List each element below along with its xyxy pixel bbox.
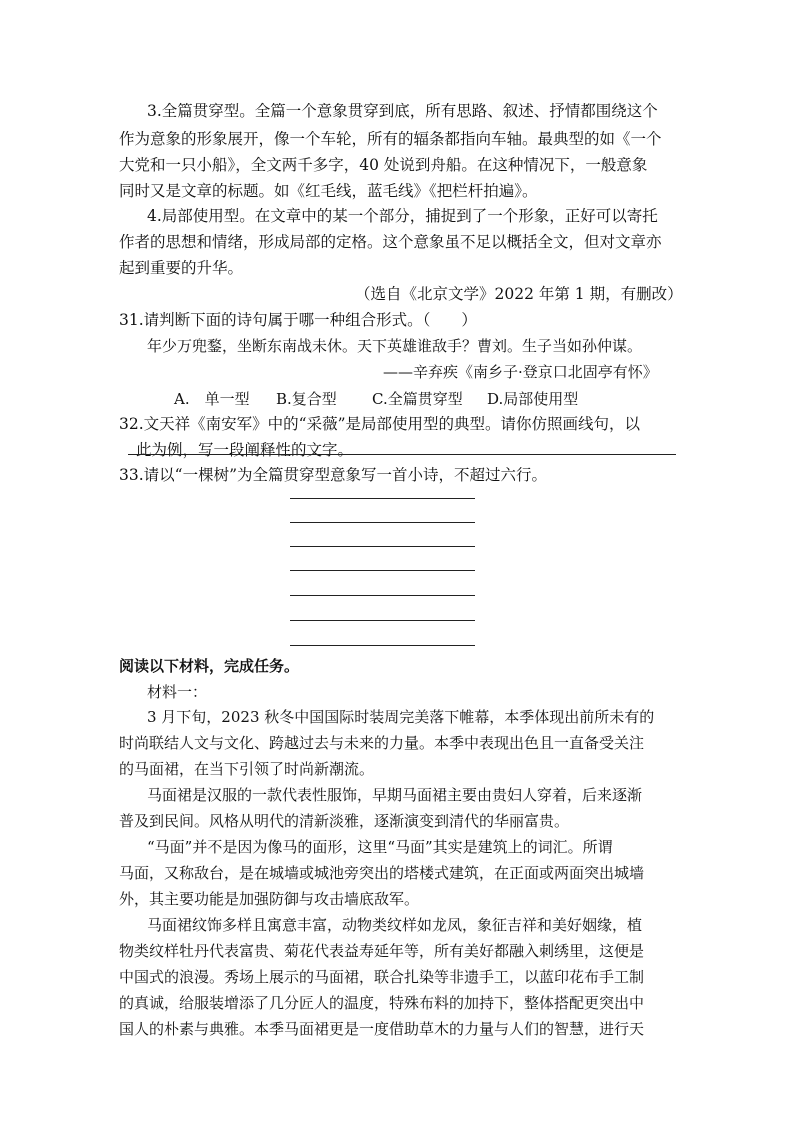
question-32-line: 此为例，写一段阐释性的文字。	[136, 441, 354, 459]
option-b: B.复合型	[276, 390, 337, 408]
material-line: 物类纹样牡丹代表富贵、菊花代表益寿延年等，所有美好都融入刺绣里，这便是	[119, 942, 645, 960]
question-31-stem: 31.请判断下面的诗句属于哪一种组合形式。（ ）	[119, 311, 477, 329]
question-31-attribution: ——辛弃疾《南乡子·登京口北固亭有怀》	[383, 363, 658, 381]
poem-answer-line[interactable]	[290, 570, 475, 571]
material-line: “马面”并不是因为像马的面形，这里“马面”其实是建筑上的词汇。所谓	[147, 838, 613, 856]
material-line: 的真诚，给服装增添了几分匠人的温度，特殊布料的加持下，整体搭配更突出中	[119, 994, 645, 1012]
answer-line-32[interactable]	[128, 454, 676, 455]
para-line: 同时又是文章的标题。如《红毛线，蓝毛线》《把栏杆拍遍》。	[119, 182, 538, 200]
poem-answer-line[interactable]	[290, 645, 475, 646]
poem-answer-line[interactable]	[290, 498, 475, 499]
question-33-stem: 33.请以“一棵树”为全篇贯穿型意象写一首小诗，不超过六行。	[119, 466, 548, 484]
source-citation: （选自《北京文学》2022 年第 1 期，有删改）	[355, 285, 683, 303]
para-line: 作者的思想和情绪，形成局部的定格。这个意象虽不足以概括全文，但对文章亦	[119, 233, 662, 251]
material-label: 材料一：	[147, 683, 208, 701]
option-c: C.全篇贯穿型	[372, 390, 463, 408]
material-line: 时尚联结人文与文化、跨越过去与未来的力量。本季中表现出色且一直备受关注	[119, 734, 645, 752]
material-line: 外，其主要功能是加强防御与攻击墙底敌军。	[119, 890, 420, 908]
para-line: 起到重要的升华。	[119, 259, 244, 277]
material-line: 普及到民间。风格从明代的清新淡雅，逐渐演变到清代的华丽富贵。	[119, 812, 570, 830]
material-line: 3 月下旬，2023 秋冬中国国际时装周完美落下帷幕，本季体现出前所未有的	[147, 708, 655, 726]
material-line: 马面裙纹饰多样且寓意丰富，动物类纹样如龙凤，象征吉祥和美好姻缘，植	[147, 916, 643, 934]
material-line: 国人的朴素与典雅。本季马面裙更是一度借助草木的力量与人们的智慧，进行天	[119, 1020, 645, 1038]
para-line: 3.全篇贯穿型。全篇一个意象贯穿到底，所有思路、叙述、抒情都围绕这个	[147, 102, 658, 120]
para-line: 大党和一只小船》，全文两千多字，40 处说到舟船。在这种情况下，一般意象	[119, 156, 648, 174]
para-line: 4.局部使用型。在文章中的某一个部分，捕捉到了一个形象，正好可以寄托	[147, 207, 658, 225]
option-a: A. 单一型	[174, 390, 250, 408]
question-31-poem: 年少万兜鍪，坐断东南战未休。天下英雄谁敌手？曹刘。生子当如孙仲谋。	[147, 337, 643, 355]
poem-answer-line[interactable]	[290, 522, 475, 523]
poem-answer-line[interactable]	[290, 595, 475, 596]
material-line: 的马面裙，在当下引领了时尚新潮流。	[119, 760, 375, 778]
poem-answer-line[interactable]	[290, 620, 475, 621]
material-line: 马面，又称敌台，是在城墙或城池旁突出的塔楼式建筑，在正面或两面突出城墙	[119, 864, 645, 882]
material-line: 马面裙是汉服的一款代表性服饰，早期马面裙主要由贵妇人穿着，后来逐渐	[147, 786, 643, 804]
option-d: D.局部使用型	[487, 390, 579, 408]
para-line: 作为意象的形象展开，像一个车轮，所有的辐条都指向车轴。最典型的如《一个	[119, 130, 662, 148]
poem-answer-line[interactable]	[290, 546, 475, 547]
question-32-line: 32.文天祥《南安军》中的“采薇”是局部使用型的典型。请你仿照画线句，以	[119, 415, 641, 433]
reading-heading: 阅读以下材料，完成任务。	[119, 657, 300, 675]
material-line: 中国式的浪漫。秀场上展示的马面裙，联合扎染等非遗手工，以蓝印花布手工制	[119, 968, 645, 986]
